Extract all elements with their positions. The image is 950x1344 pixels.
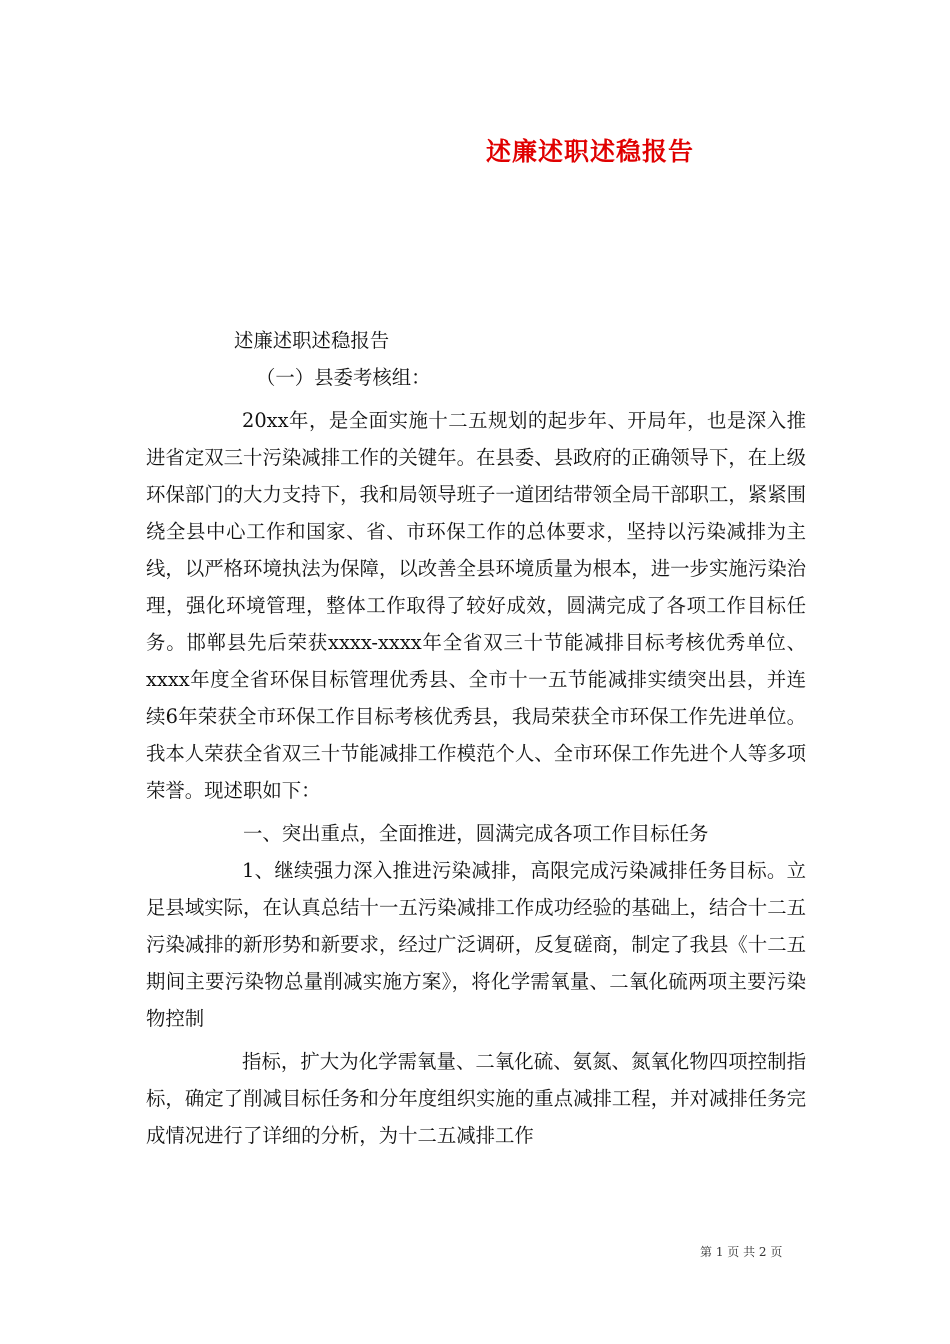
page-number: 第 1 页 共 2 页 (700, 1245, 783, 1259)
paragraph-item-one: 1、继续强力深入推进污染减排，高限完成污染减排任务目标。立足县域实际，在认真总结十一五污染减排工作成功经验的基础上，结合十二五污染减排的新形势和新要求，经过广泛调研，反复磋商，制定了我县《十二五期间主要污染物总量削减实施方案》，将化学需氧量、二氧化硫两项主要污染物控制 (146, 859, 806, 1030)
paragraph-intro: 20xx年，是全面实施十二五规划的起步年、开局年，也是深入推进省定双三十污染减排工作的关键年。在县委、县政府的正确领导下，在上级环保部门的大力支持下，我和局领导班子一道团结带领全局干部职工，紧紧围绕全县中心工作和国家、省、市环保工作的总体要求，坚持以污染减排为主线，以严格环境执法为保障，以改善全县环境质量为根本，进一步实施污染治理，强化环境管理，整体工作取得了较好成效，圆满完成了各项工作目标任务。邯郸县先后荣获xxxx-xxxx年全省双三十节能减排目标考核优秀单位、xxxx年度全省环保目标管理优秀县、全市十一五节能减排实绩突出县，并连续6年荣获全市环保工作目标考核优秀县，我局荣获全市环保工作先进单位。我本人荣获全省双三十节能减排工作模范个人、全市环保工作先进个人等多项荣誉。现述职如下： (146, 409, 806, 802)
document-body (146, 322, 806, 1154)
document-title (0, 132, 950, 168)
heading-one: 一、突出重点，全面推进，圆满完成各项工作目标任务 (243, 822, 709, 845)
section-label: （一）县委考核组： (256, 366, 431, 389)
document-subtitle: 述廉述职述稳报告 (234, 329, 390, 352)
document-title-text: 述廉述职述稳报告 (485, 137, 694, 166)
paragraph-continued: 指标，扩大为化学需氧量、二氧化硫、氨氮、氮氧化物四项控制指标，确定了削减目标任务和分年度组织实施的重点减排工程，并对减排任务完成情况进行了详细的分析，为十二五减排工作 (146, 1050, 806, 1147)
